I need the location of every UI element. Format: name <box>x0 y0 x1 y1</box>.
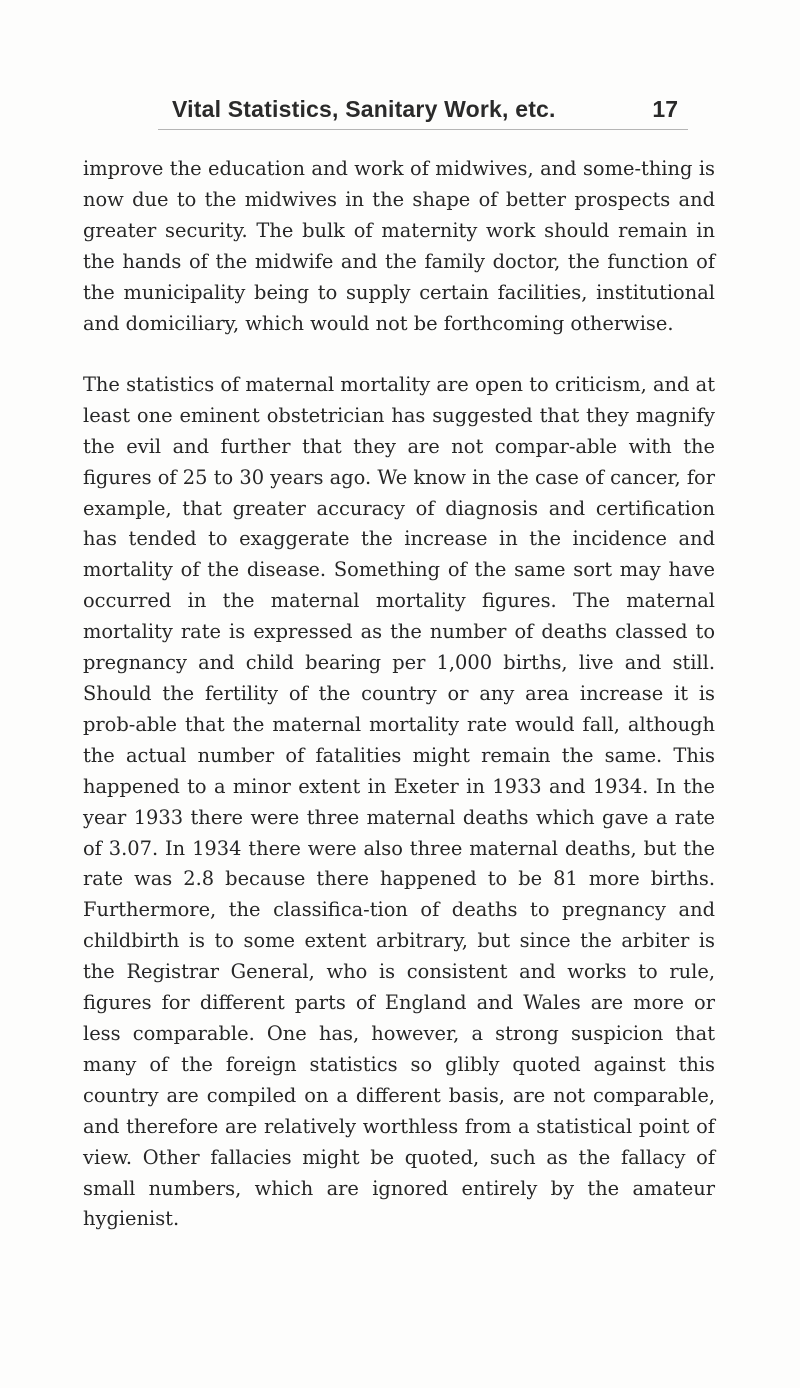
header-rule <box>158 129 688 130</box>
body-text <box>83 154 715 1235</box>
paragraph-2: The statistics of maternal mortality are open to criticism, and at least one eminent obstetrician has suggested that they magnify the evil and further that they are not compar-able with the figures of 25 to 30 years ago. We know in the case of cancer, for example, that greater accuracy of diagnosis and certification has tended to exaggerate the increase in the incidence and mortality of the disease. Something of the same sort may have occurred in the maternal mortality figures. The maternal mortality rate is expressed as the number of deaths classed to pregnancy and child bearing per 1,000 births, live and still. Should the fertility of the country or any area increase it is prob-able that the maternal mortality rate would fall, although the actual number of fatalities might remain the same. This happened to a minor extent in Exeter in 1933 and 1934. In the year 1933 there were three maternal deaths which gave a rate of 3.07. In 1934 there were also three maternal deaths, but the rate was 2.8 because there happened to be 81 more births. Furthermore, the classifica-tion of deaths to pregnancy and childbirth is to some extent arbitrary, but since the arbiter is the Registrar General, who is consistent and works to rule, figures for different parts of England and Wales are more or less comparable. One has, however, a strong suspicion that many of the foreign statistics so glibly quoted against this country are compiled on a different basis, are not comparable, and therefore are relatively worthless from a statistical point of view. Other fallacies might be quoted, such as the fallacy of small numbers, which are ignored entirely by the amateur hygienist. <box>83 372 715 1231</box>
paragraph-1: improve the education and work of midwives, and some-thing is now due to the midwives in the shape of better prospects and greater security. The bulk of maternity work should remain in the hands of the midwife and the family doctor, the function of the municipality being to supply certain facilities, institutional and domiciliary, which would not be forthcoming otherwise. <box>83 157 715 335</box>
page-number: 17 <box>652 96 678 122</box>
running-title: Vital Statistics, Sanitary Work, etc. <box>172 96 556 122</box>
page-header <box>158 96 688 130</box>
